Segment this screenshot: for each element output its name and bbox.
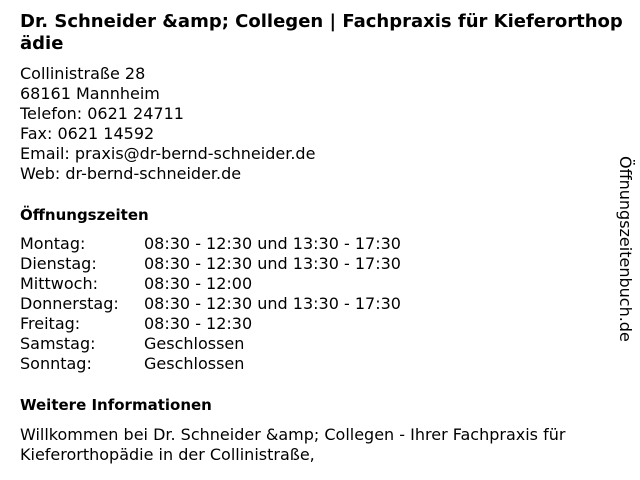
hours-time: 08:30 - 12:30	[144, 314, 253, 333]
hours-day: Freitag:	[20, 314, 81, 333]
email-address: Email: praxis@dr-bernd-schneider.de	[20, 144, 316, 163]
street-address: Collinistraße 28	[20, 64, 146, 83]
opening-hours-table	[20, 234, 401, 374]
hours-row-thursday	[20, 294, 401, 314]
contact-details	[20, 64, 315, 184]
website: Web: dr-bernd-schneider.de	[20, 164, 242, 183]
brand-watermark: Öffnungszeitenbuch.de	[616, 156, 635, 342]
hours-time: 08:30 - 12:30 und 13:30 - 17:30	[144, 234, 401, 253]
more-info-heading: Weitere Informationen	[20, 396, 212, 414]
hours-time: 08:30 - 12:30 und 13:30 - 17:30	[144, 294, 401, 313]
hours-day: Montag:	[20, 234, 86, 253]
hours-time: Geschlossen	[144, 334, 245, 353]
practice-description: Willkommen bei Dr. Schneider &amp; Collegen - Ihrer Fachpraxis für Kieferorthopädie in der Collinistraße,	[20, 425, 566, 464]
hours-time: Geschlossen	[144, 354, 245, 373]
hours-row-sunday	[20, 354, 401, 374]
hours-time: 08:30 - 12:30 und 13:30 - 17:30	[144, 254, 401, 273]
hours-row-monday	[20, 234, 401, 254]
hours-row-wednesday	[20, 274, 401, 294]
fax-number: Fax: 0621 14592	[20, 124, 155, 143]
hours-row-friday	[20, 314, 401, 334]
hours-row-saturday	[20, 334, 401, 354]
phone-number: Telefon: 0621 24711	[20, 104, 184, 123]
hours-time: 08:30 - 12:00	[144, 274, 253, 293]
postal-city: 68161 Mannheim	[20, 84, 160, 103]
hours-row-tuesday	[20, 254, 401, 274]
hours-day: Mittwoch:	[20, 274, 98, 293]
opening-hours-heading: Öffnungszeiten	[20, 206, 149, 224]
hours-day: Samstag:	[20, 334, 96, 353]
page-title: Dr. Schneider &amp; Collegen | Fachpraxis für Kieferorthopädie	[20, 11, 623, 54]
hours-day: Sonntag:	[20, 354, 92, 373]
hours-day: Dienstag:	[20, 254, 97, 273]
hours-day: Donnerstag:	[20, 294, 119, 313]
